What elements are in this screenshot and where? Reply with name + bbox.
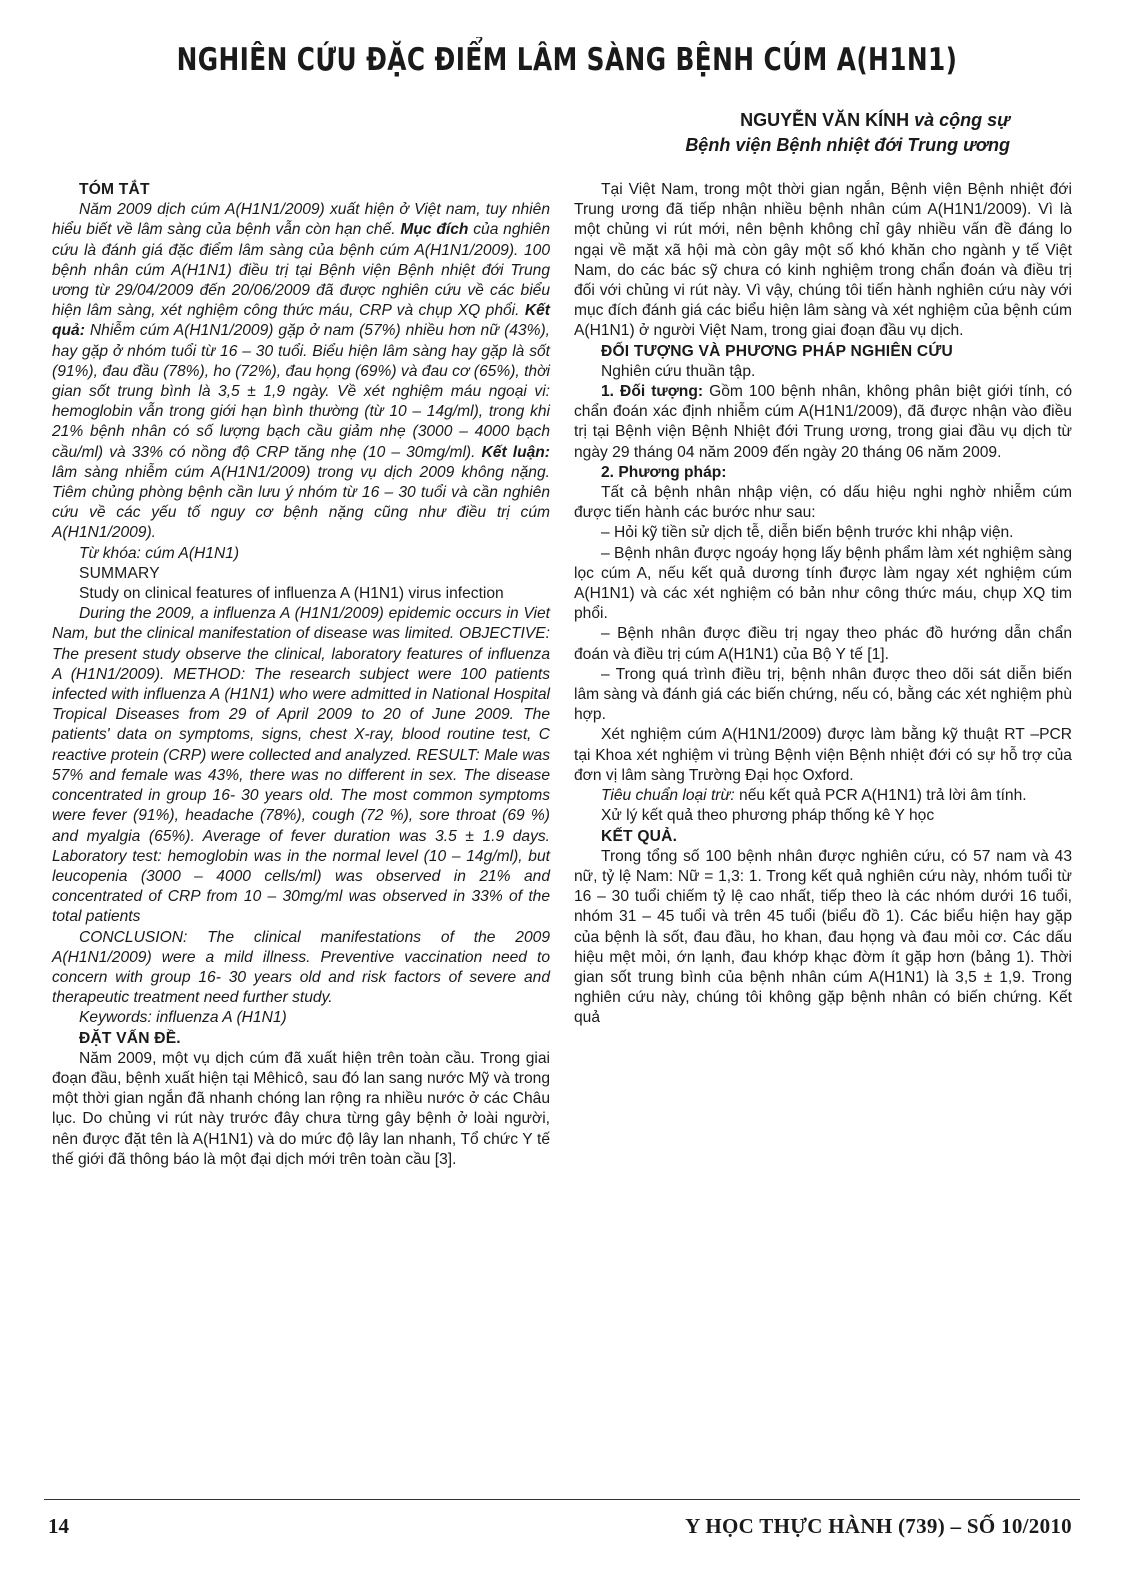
summary-paragraph-1: During the 2009, a influenza A (H1N1/2009) epidemic occurs in Viet Nam, but the clinical manifestation of disease was limited. OBJECTIVE: The present study observe the clinical, laboratory features of influenza A (H1N1/2009). METHOD: The research subject were 100 patients infected with influenza A (H1N1) who were admitted in National Hospital Tropical Diseases from 29 of April 2009 to 20 of June 2009. The patients' data on symptoms, signs, chest X-ray, blood routine test, C reactive protein (CRP) were collected and analyzed. RESULT: Male was 57% and female was 43%, there was no different in sex. The disease concentrated in group 16- 30 years old. The most common symptoms were fever (91%), headache (78%), cough (72 %), sore throat (69 %) and myalgia (65%). Average of fever duration was 3.5 ± 1.9 days. Laboratory test: hemoglobin was in the normal level (10 – 14g/ml), but leucopenia (3000 – 4000 cells/ml) was observed in 21% and concentrated of CRP from 10 – 30mg/ml was observed in 33% of the total patients [52,605,550,926]
author-name: NGUYỄN VĂN KÍNH [740,110,910,130]
abstract-vi-text-1: Năm 2009 dịch cúm A(H1N1/2009) xuất hiện ở Việt nam, tuy nhiên hiểu biết về lâm sàng của bệnh vẫn còn hạn chế. [52,201,550,239]
methods-exclusion [574,786,1072,806]
article-title: NGHIÊN CỨU ĐẶC ĐIỂM LÂM SÀNG BỆNH CÚM A(H1N1) [176,42,958,78]
methods-subjects-text: Gồm 100 bệnh nhân, không phân biệt giới tính, có chẩn đoán xác định nhiễm cúm A(H1N1/2009), đã được nhận vào điều trị tại Bệnh viện Bệnh Nhiệt đới Trung ương, trong giai đầu vụ dịch từ ngày 29 tháng 04 năm 2009 đến ngày 20 tháng 06 năm 2009. [574,383,1072,461]
abstract-vi-conclusion-label: Kết luận: [481,443,550,461]
abstract-vi-objective-label: Mục đích [400,221,469,239]
methods-exclusion-text: nếu kết quả PCR A(H1N1) trả lời âm tính. [734,787,1027,805]
summary-heading: SUMMARY [79,564,160,582]
intro-paragraph-1: Năm 2009, một vụ dịch cúm đã xuất hiện trên toàn cầu. Trong giai đoạn đầu, bệnh xuất hiện tại Mêhicô, sau đó lan sang nước Mỹ và trong một thời gian ngắn đã nhanh chóng lan rộng ra nhiều nước ở các Châu lục. Do chủng vi rút này trước đây chưa từng gây bệnh ở loài người, nên được đặt tên là A(H1N1) và do mức độ lây lan nhanh, Tổ chức Y tế thế giới đã thông báo là một đại dịch mới trên toàn cầu [3]. [52,1049,550,1168]
methods-subjects [574,382,1072,463]
summary-keywords: Keywords: influenza A (H1N1) [79,1009,287,1027]
intro-heading: ĐẶT VẤN ĐỀ. [79,1029,181,1047]
journal-footer: Y HỌC THỰC HÀNH (739) – SỐ 10/2010 [685,1514,1072,1538]
summary-title: Study on clinical features of influenza A (H1N1) virus infection [79,585,504,603]
methods-step-3: – Bệnh nhân được điều trị ngay theo phác đồ hướng dẫn chẩn đoán và điều trị cúm A(H1N1) của Bộ Y tế [1]. [574,625,1072,663]
methods-stats: Xử lý kết quả theo phương pháp thống kê Y học [601,807,935,825]
abstract-vi-text-4: lâm sàng nhiễm cúm A(H1N1/2009) trong vụ dịch 2009 không nặng. Tiêm chủng phòng bệnh cần lưu ý nhóm từ 16 – 30 tuổi và cần nghiên cứu về các yếu tố nguy cơ bệnh nặng cũng như điều trị cúm A(H1N1/2009). [52,463,550,542]
abstract-vi-paragraph [52,200,550,543]
methods-subjects-label: 1. Đối tượng: [601,383,704,401]
abstract-vi-keywords: Từ khóa: cúm A(H1N1) [79,544,240,562]
author-role: và cộng sự [914,110,1010,130]
results-heading: KẾT QUẢ. [601,827,678,845]
abstract-vi-result-label: Kết quả: [52,302,550,340]
abstract-vi-text-3: Nhiễm cúm A(H1N1/2009) gặp ở nam (57%) nhiều hơn nữ (43%), hay gặp ở nhóm tuổi từ 16 – 30 tuổi. Biểu hiện lâm sàng hay gặp là sốt (91%), đau đầu (78%), ho (72%), đau họng (69%) và đau cơ (65%), thời gian sốt trung bình là 3,5 ± 1,9 ngày. Về xét nghiệm máu ngoại vi: hemoglobin vẫn trong giới hạn bình thường (từ 10 – 14g/ml), trong khi 21% bệnh nhân có số lượng bạch cầu giảm nhẹ (3000 – 4000 bạch cầu/ml) và 33% có nồng độ CRP tăng nhẹ (10 – 30mg/ml). [52,322,550,461]
author-block [685,108,1010,158]
right-column [574,180,1072,1029]
methods-exclusion-label: Tiêu chuẩn loại trừ: [601,787,735,805]
results-paragraph-1: Trong tổng số 100 bệnh nhân được nghiên cứu, có 57 nam và 43 nữ, tỷ lệ Nam: Nữ = 1,3: 1. Trong kết quả nghiên cứu này, nhóm tuổi từ 16 – 30 tuổi chiếm tỷ lệ cao nhất, tiếp theo là các nhóm dưới 16 tuổi, nhóm 31 – 45 tuổi và trên 45 tuổi (biểu đồ 1). Các biểu hiện hay gặp của bệnh là sốt, đau đầu, ho khan, đau họng và đau mỏi cơ. Các dấu hiệu mệt mỏi, ớn lạnh, đau khớp khạc đờm ít gặp hơn (bảng 1). Thời gian sốt trung bình của bệnh nhân cúm A(H1N1) là 3,5 ± 1,9. Trong nghiên cứu này, chúng tôi không gặp bệnh nhân có biến chứng. Kết quả [574,847,1072,1027]
methods-design: Nghiên cứu thuần tập. [601,362,756,380]
abstract-vi-text-2: của nghiên cứu là đánh giá đặc điểm lâm sàng của bệnh cúm A(H1N1/2009). 100 bệnh nhân cúm A(H1N1) điều trị tại Bệnh viện Bệnh nhiệt đới Trung ương từ 29/04/2009 đến 20/06/2009 đã được nghiên cứu về các biểu hiện lâm sàng, xét nghiệm công thức máu, CRP và chụp XQ phổi. [52,221,550,320]
left-column [52,180,550,1170]
abstract-vi-heading: TÓM TẮT [79,181,150,198]
author-line [685,108,1010,133]
methods-lab: Xét nghiệm cúm A(H1N1/2009) được làm bằng kỹ thuật RT –PCR tại Khoa xét nghiệm vi trùng Bệnh viện Bệnh nhiệt đới có sự hỗ trợ của đơn vị lâm sàng Trường Đại học Oxford. [574,726,1072,784]
methods-heading: ĐỐI TƯỢNG VÀ PHƯƠNG PHÁP NGHIÊN CỨU [601,342,953,360]
intro-paragraph-2: Tại Việt Nam, trong một thời gian ngắn, Bệnh viện Bệnh nhiệt đới Trung ương đã tiếp nhận nhiều bệnh nhân cúm A(H1N1/2009). Vì là một chủng vi rút mới, nên bệnh không chỉ gây nhiều vấn đề đáng lo ngại về mặt xã hội mà còn gây một số khó khăn cho ngành y tế Việt Nam, do các bác sỹ chưa có kinh nghiệm trong chẩn đoán và điều trị đối với chủng vi rút này. Vì vậy, chúng tôi tiến hành nghiên cứu này với mục đích đánh giá các biểu hiện lâm sàng và xét nghiệm của bệnh cúm A(H1N1) ở người Việt Nam, trong giai đoạn đầu vụ dịch. [574,181,1072,340]
page-number: 14 [48,1514,69,1538]
summary-paragraph-2: CONCLUSION: The clinical manifestations of the 2009 A(H1N1/2009) were a mild illness. Preventive vaccination need to concern with group 16- 30 years old and risk factors of severe and therapeutic treatment need further study. [52,928,550,1007]
institution: Bệnh viện Bệnh nhiệt đới Trung ương [685,135,1010,155]
methods-step-4: – Trong quá trình điều trị, bệnh nhân được theo dõi sát diễn biến lâm sàng và đánh giá các biến chứng, nếu có, bằng các xét nghiệm phù hợp. [574,665,1072,724]
methods-step-2: – Bệnh nhân được ngoáy họng lấy bệnh phẩm làm xét nghiệm sàng lọc cúm A, nếu kết quả dương tính được làm ngay xét nghiệm cúm A(H1N1) và các xét nghiệm có bản như công thức máu, chụp XQ tim phổi. [574,544,1072,623]
methods-procedure-heading: 2. Phương pháp: [601,463,727,481]
methods-step-1: – Hỏi kỹ tiền sử dịch tễ, diễn biến bệnh trước khi nhập viện. [601,524,1014,542]
footer-rule [44,1499,1080,1500]
methods-procedure-intro: Tất cả bệnh nhân nhập viện, có dấu hiệu nghi nghờ nhiễm cúm được tiến hành các bước như sau: [574,484,1072,522]
